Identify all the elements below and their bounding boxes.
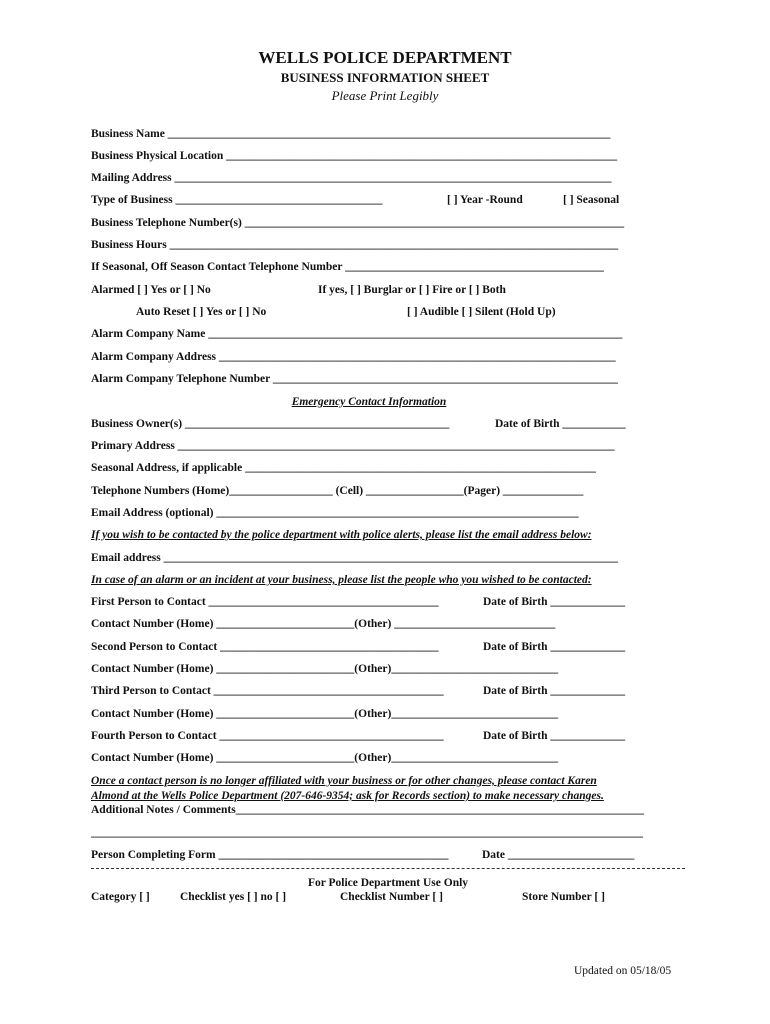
email-optional-field[interactable]: Email Address (optional) _______________________________________________________________ — [91, 507, 579, 519]
contact-person-field[interactable]: Fourth Person to Contact _______________________________________ — [91, 730, 444, 742]
email-address-field[interactable]: Email address _______________________________________________________________________________ — [91, 552, 618, 564]
physical-location-field[interactable]: Business Physical Location ____________________________________________________________________ — [91, 150, 618, 162]
audible-options[interactable]: [ ] Audible [ ] Silent (Hold Up) — [407, 306, 556, 318]
seasonal-address-field[interactable]: Seasonal Address, if applicable _____________________________________________________________ — [91, 462, 596, 474]
telephone-home-cell-pager-field[interactable]: Telephone Numbers (Home)__________________ (Cell) _________________(Pager) ______________ — [91, 485, 584, 497]
contact-number-field[interactable]: Contact Number (Home) ________________________(Other) ____________________________ — [91, 618, 556, 630]
contact-dob-field[interactable]: Date of Birth _____________ — [483, 730, 626, 742]
additional-notes-line[interactable]: ________________________________________________________________________________________________ — [91, 827, 643, 839]
contact-number-field[interactable]: Contact Number (Home) ________________________(Other)_____________________________ — [91, 752, 559, 764]
category-checkbox[interactable]: Category [ ] — [91, 891, 150, 903]
alarm-contact-note: In case of an alarm or an incident at your business, please list the people who you wished to be contacted: — [91, 574, 592, 586]
business-owners-field[interactable]: Business Owner(s) ______________________________________________ — [91, 418, 450, 430]
contact-dob-field[interactable]: Date of Birth _____________ — [483, 641, 626, 653]
updated-date: Updated on 05/18/05 — [574, 965, 672, 977]
type-of-business-field[interactable]: Type of Business ____________________________________ — [91, 194, 383, 206]
alerts-note: If you wish to be contacted by the police department with police alerts, please list the email address below: — [91, 529, 592, 541]
alarm-type-options[interactable]: If yes, [ ] Burglar or [ ] Fire or [ ] Both — [318, 284, 506, 296]
contact-person-field[interactable]: Second Person to Contact ______________________________________ — [91, 641, 439, 653]
mailing-address-field[interactable]: Mailing Address ____________________________________________________________________________ — [91, 172, 612, 184]
alarm-company-phone-field[interactable]: Alarm Company Telephone Number ____________________________________________________________ — [91, 373, 618, 385]
telephone-numbers-field[interactable]: Business Telephone Number(s) __________________________________________________________________ — [91, 217, 625, 229]
change-note-line-2: Almond at the Wells Police Department (207-646-9354; ask for Records section) to make necessary changes. — [91, 790, 604, 802]
off-season-contact-field[interactable]: If Seasonal, Off Season Contact Telephone Number _____________________________________________ — [91, 261, 604, 273]
additional-notes-field[interactable]: Additional Notes / Comments_______________________________________________________________________ — [91, 804, 644, 816]
contact-number-field[interactable]: Contact Number (Home) ________________________(Other)_____________________________ — [91, 663, 559, 675]
document-subtitle: BUSINESS INFORMATION SHEET — [280, 70, 490, 85]
auto-reset-options[interactable]: Auto Reset [ ] Yes or [ ] No — [136, 306, 267, 318]
year-round-checkbox[interactable]: [ ] Year -Round — [447, 194, 523, 206]
person-completing-field[interactable]: Person Completing Form ________________________________________ — [91, 849, 449, 861]
contact-dob-field[interactable]: Date of Birth _____________ — [483, 685, 626, 697]
alarm-company-name-field[interactable]: Alarm Company Name ________________________________________________________________________ — [91, 328, 623, 340]
checklist-options[interactable]: Checklist yes [ ] no [ ] — [180, 891, 287, 903]
contact-person-field[interactable]: First Person to Contact ________________________________________ — [91, 596, 439, 608]
contact-dob-field[interactable]: Date of Birth _____________ — [483, 596, 626, 608]
contact-person-field[interactable]: Third Person to Contact ________________________________________ — [91, 685, 444, 697]
business-hours-field[interactable]: Business Hours ______________________________________________________________________________ — [91, 239, 619, 251]
document-title: WELLS POLICE DEPARTMENT — [258, 48, 512, 67]
alarmed-options[interactable]: Alarmed [ ] Yes or [ ] No — [91, 284, 211, 296]
print-instruction: Please Print Legibly — [331, 88, 439, 103]
store-number-field[interactable]: Store Number [ ] — [522, 891, 605, 903]
completion-date-field[interactable]: Date ______________________ — [482, 849, 635, 861]
owner-dob-field[interactable]: Date of Birth ___________ — [495, 418, 626, 430]
change-note-line-1: Once a contact person is no longer affiliated with your business or for other changes, please contact Karen — [91, 775, 597, 787]
emergency-heading: Emergency Contact Information — [291, 396, 447, 408]
primary-address-field[interactable]: Primary Address ____________________________________________________________________________ — [91, 440, 615, 452]
checklist-number-field[interactable]: Checklist Number [ ] — [340, 891, 443, 903]
office-use-heading: For Police Department Use Only — [307, 877, 469, 889]
office-use-divider — [91, 868, 685, 869]
seasonal-checkbox[interactable]: [ ] Seasonal — [563, 194, 620, 206]
contact-number-field[interactable]: Contact Number (Home) ________________________(Other)_____________________________ — [91, 708, 559, 720]
alarm-company-address-field[interactable]: Alarm Company Address _____________________________________________________________________ — [91, 351, 616, 363]
business-name-field[interactable]: Business Name _____________________________________________________________________________ — [91, 128, 611, 140]
